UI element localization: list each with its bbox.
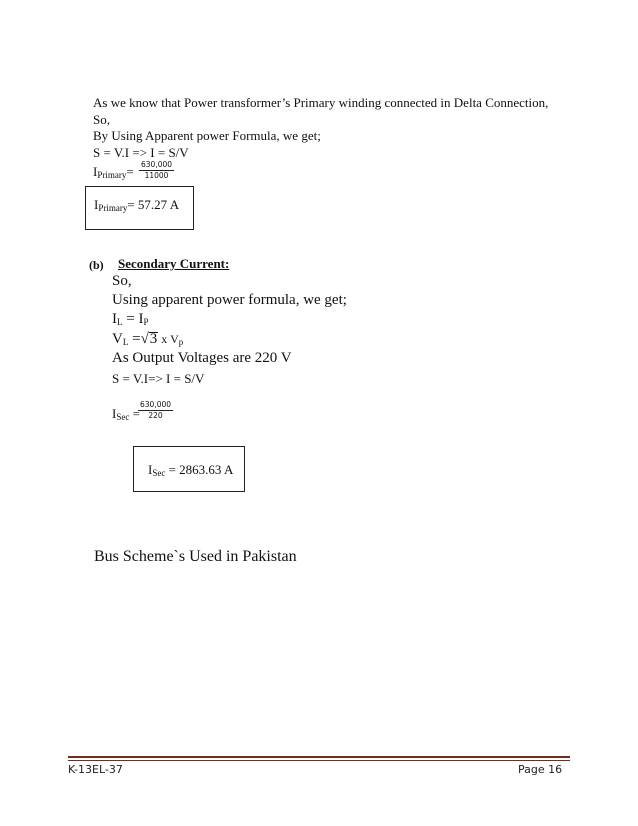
il-equation [112,311,148,328]
secondary-result-sub: Sec [152,468,166,478]
i-primary-equals: = [126,164,134,179]
sqrt-sign: √ [140,331,149,347]
section-b-marker: (b) [89,258,104,272]
primary-fraction-denominator: 11000 [144,171,169,180]
secondary-fraction [138,400,173,421]
output-voltage-line: As Output Voltages are 220 V [112,350,292,366]
vl-label: V [112,331,123,347]
sqrt-value: 3 [149,331,158,347]
vl-eq: = [128,331,141,347]
footer-doc-id: K-13EL-37 [68,763,123,776]
primary-result-sub: Primary [98,203,128,213]
secondary-fraction-numerator: 630,000 [140,400,172,409]
secondary-result-value: = 2863.63 A [165,462,234,477]
primary-result [94,197,179,213]
section-b-so: So, [112,273,132,289]
secondary-fraction-denominator: 220 [148,411,163,420]
so-line: So, [93,112,110,127]
apparent-power-line: By Using Apparent power Formula, we get; [93,128,321,143]
primary-fraction-numerator: 630,000 [141,160,173,169]
i-primary-expression [93,164,134,180]
footer-rule-thin [68,760,570,761]
footer-page-number: Page 16 [518,763,563,776]
isec-eq: = [129,406,140,421]
isec-label: I [112,406,117,421]
primary-result-box [85,186,194,230]
i-primary-sub: Primary [97,170,127,180]
formula-line: S = V.I => I = S/V [93,145,189,160]
primary-fraction [139,160,174,181]
primary-result-label: I [94,197,99,212]
vp-sub: p [178,337,184,347]
ip-sub: P [143,317,149,327]
isec-sub: Sec [116,412,130,422]
primary-result-value: = 57.27 A [127,197,180,212]
section-b-heading: Secondary Current: [118,256,230,271]
vl-sub: L [122,337,129,347]
vl-x: x V [158,332,179,346]
il-label: I [112,311,117,327]
i-primary-label: I [93,164,98,179]
isec-expression [112,406,140,422]
bus-scheme-heading: Bus Scheme`s Used in Pakistan [94,548,297,565]
il-eq: = I [122,311,144,327]
vl-equation [112,331,183,348]
section-b-formula: S = V.I=> I = S/V [112,371,205,386]
footer-rule-thick [68,756,570,758]
intro-line: As we know that Power transformer’s Primary winding connected in Delta Connection, [93,95,549,110]
secondary-result-box [133,446,245,492]
il-sub: L [117,317,123,327]
section-b-using: Using apparent power formula, we get; [112,292,347,308]
secondary-result-label: I [148,462,153,477]
secondary-result [148,462,233,478]
